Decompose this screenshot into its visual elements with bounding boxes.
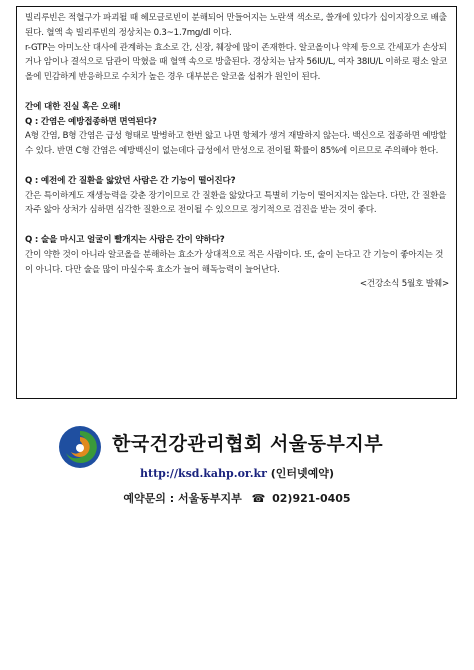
organization-name: 한국건강관리협회 서울동부지부 <box>112 433 384 455</box>
contact-line <box>0 490 474 506</box>
article-content <box>25 11 449 292</box>
question-3: Q : 술을 마시고 얼굴이 빨개지는 사람은 간이 약하다? <box>25 234 225 245</box>
answer-2: 간은 특이하게도 재생능력을 갖춘 장기이므로 간 질환을 앓았다고 특별히 기능이 떨어지지는 않는다. 다만, 간 질환을 자주 앓아 상처가 심하면 심각한 질환으로 전이될 수 있으므로 정기적으로 검진을 받는 것이 좋다. <box>25 190 447 216</box>
question-2: Q : 예전에 간 질환을 앓았던 사람은 간 기능이 떨어진다? <box>25 175 236 186</box>
website-note: (인터넷예약) <box>270 467 334 480</box>
contact-label: 예약문의 : 서울동부지부 <box>123 492 242 505</box>
article-box <box>16 6 457 399</box>
rgtp-paragraph: r-GTP는 아미노산 대사에 관계하는 효소로 간, 신장, 췌장에 많이 존재한다. 알코올이나 약제 등으로 간세포가 손상되거나 암이나 결석으로 담관이 막혔을 때 혈액 속으로 방출된다. 경상치는 남자 56IU/L, 여자 38IU/L 이하로 평소 알코올에 민감하게 반응하므로 수치가 높은 경우 대부분은 알코올 섭취가 원인이 된다. <box>25 42 448 83</box>
website-line <box>0 465 474 481</box>
website-link[interactable]: http://ksd.kahp.or.kr <box>140 467 267 480</box>
phone-number: 02)921-0405 <box>272 492 351 505</box>
question-1: Q : 간염은 예방접종하면 면역된다? <box>25 116 157 127</box>
section-title: 간에 대한 진실 혹은 오해! <box>25 101 121 112</box>
source-note: <건강소식 5월호 발췌> <box>359 279 449 290</box>
answer-3: 간이 약한 것이 아니라 알코올을 분해하는 효소가 상대적으로 적은 사람이다. 또, 술이 는다고 간 기능이 좋아지는 것이 아니다. 다만 술을 많이 마실수록 효소가 늘어 해독능력이 늘어난다. <box>25 249 444 275</box>
kahp-logo-icon <box>58 425 102 469</box>
answer-1: A형 간염, B형 간염은 급성 형태로 발병하고 한번 앓고 나면 항체가 생겨 재발하지 않는다. 백신으로 접종하면 예방할 수 있다. 반면 C형 간염은 예방백신이 없는데다 급성에서 만성으로 전이될 확률이 85%에 이르므로 주의해야 한다. <box>25 131 447 157</box>
bilirubin-paragraph: 빌리루빈은 적혈구가 파괴될 때 헤모글로빈이 분해되어 만들어지는 노란색 색소로, 쓸개에 있다가 십이지장으로 배출된다. 혈액 속 빌리루빈의 정상치는 0.3~1.7mg/dl 이다. <box>25 13 447 38</box>
phone-icon: ☎ <box>251 492 266 505</box>
